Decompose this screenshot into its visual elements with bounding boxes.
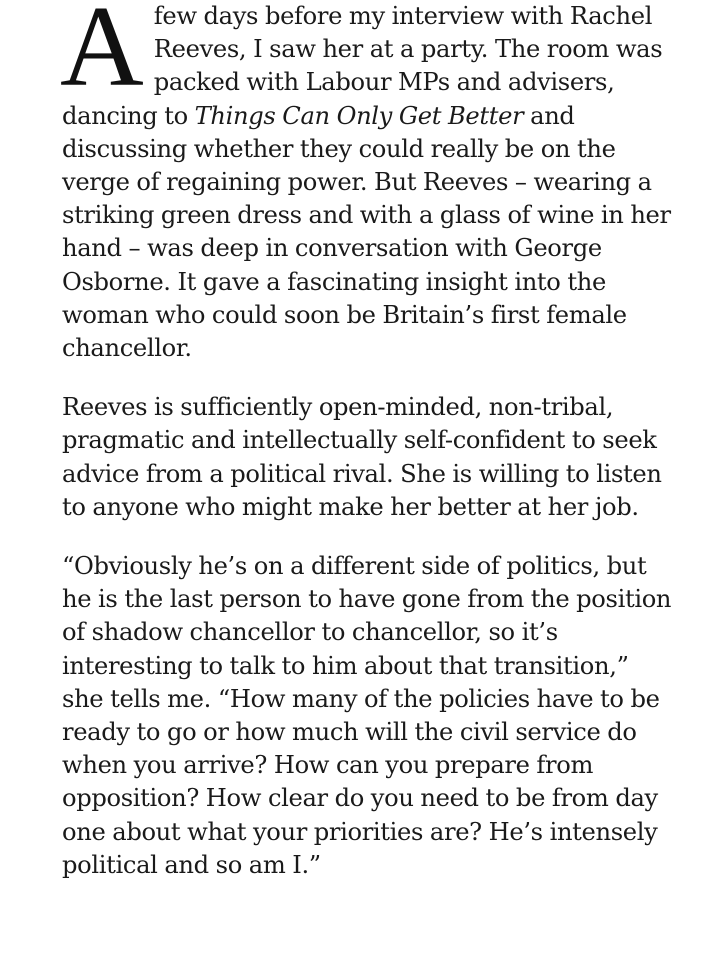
- paragraph-text: few days before my interview with Rachel Reeves, I saw her at a party. The room was packed with Labour MPs and advisers, dancing to: [62, 2, 663, 130]
- article-paragraph-1: [62, 0, 672, 365]
- song-title: Things Can Only Get Better: [194, 101, 524, 130]
- article-body: [62, 0, 672, 908]
- drop-cap: A: [60, 0, 144, 111]
- article-paragraph-2: Reeves is sufficiently open-minded, non-tribal, pragmatic and intellectually self-confident to seek advice from a political rival. She is willing to listen to anyone who might make her better at her job.: [62, 393, 662, 521]
- article-paragraph-3: “Obviously he’s on a different side of politics, but he is the last person to have gone from the position of shadow chancellor to chancellor, so it’s interesting to talk to him about that transition,” she tells me. “How many of the policies have to be ready to go or how much will the civil service do when you arrive? How can you prepare from opposition? How clear do you need to be from day one about what your priorities are? He’s intensely political and so am I.”: [62, 552, 672, 879]
- paragraph-text: and discussing whether they could really be on the verge of regaining power. But Reeves – wearing a striking green dress and with a glass of wine in her hand – was deep in conversation with George Osborne. It gave a fascinating insight into the woman who could soon be Britain’s first female chancellor.: [62, 101, 671, 363]
